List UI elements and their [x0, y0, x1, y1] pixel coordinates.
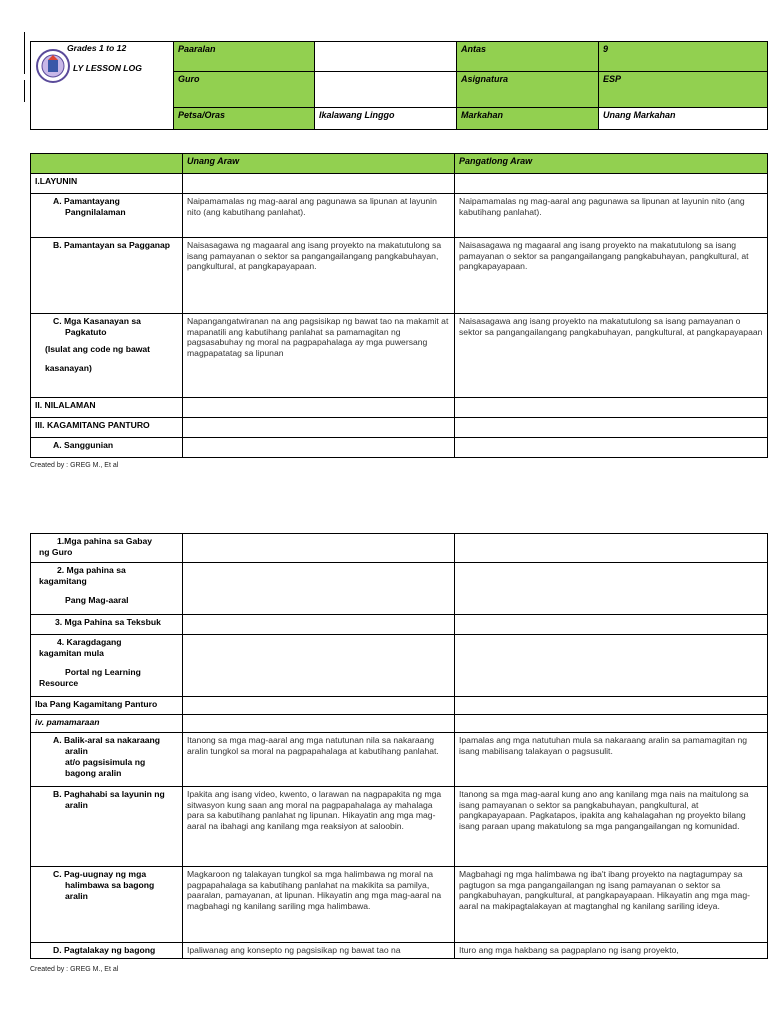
label-line: ng Guro	[39, 547, 73, 557]
antas-label: Antas	[457, 42, 599, 72]
label-line: Resource	[39, 678, 79, 688]
lesson-log-title: LY LESSON LOG	[73, 63, 142, 73]
paaralan-label: Paaralan	[174, 42, 315, 72]
footer-credit: Created by : GREG M., Et al	[30, 966, 119, 973]
label-line: kagamitang	[39, 576, 87, 586]
label-line: kasanayan)	[45, 363, 92, 373]
empty-cell	[183, 534, 455, 563]
section-layunin: I.LAYUNIN	[31, 174, 183, 194]
petsa-label: Petsa/Oras	[174, 108, 315, 130]
cell-text: Naisasagawa ng magaaral ang isang proyekto na makatutulong sa isang pamayanan o sektor sa pangangailangang pangkabuhayan, pangkultural, at pangkapayapaan.	[455, 238, 768, 314]
margin-mark	[24, 80, 25, 102]
cell-text: Magbahagi ng mga halimbawa ng iba't ibang proyekto na nagtagumpay sa pagtugon sa mga pangangailangan ng isang pamayanan o sektor sa pangkabuhayan, pangkultural, at pangkapayapaan. Hikayatin ang mga mag-aaral na makipagtalakayan at magtanghal ng kanilang sariling ideya.	[455, 867, 768, 943]
label-line: B. Paghahabi sa layunin ng	[53, 789, 165, 799]
empty-cell	[183, 697, 455, 715]
header-table	[30, 41, 768, 130]
row-label-pag-uugnay	[31, 867, 183, 943]
col-header-pangatlong-araw: Pangatlong Araw	[455, 154, 768, 174]
asignatura-value: ESP	[599, 72, 768, 108]
footer-credit: Created by : GREG M., Et al	[30, 462, 119, 469]
label-line: Pagkatuto	[65, 327, 107, 337]
label-line: aralin	[65, 746, 88, 756]
empty-cell	[183, 615, 455, 635]
markahan-value: Unang Markahan	[599, 108, 768, 130]
row-label-balik-aral	[31, 733, 183, 787]
label-line: 3. Mga Pahina sa Teksbuk	[55, 617, 161, 627]
deped-seal-icon	[36, 46, 70, 86]
empty-cell	[183, 635, 455, 697]
label-line: Pangnilalaman	[65, 207, 126, 217]
label-line: 4. Karagdagang	[57, 637, 122, 647]
paaralan-value	[315, 42, 457, 72]
cell-text: Ipakita ang isang video, kwento, o larawan na nagpapakita ng mga sitwasyon kung saan ang moral na pagpapahalaga ay mahalaga para sa kabutihang panlahat ng lipunan. Hikayatin ang mga mag-aaral na ibahagi ang kanilang mga reaksiyon at saloobin.	[183, 787, 455, 867]
label-line: Pang Mag-aaral	[65, 595, 129, 605]
empty-cell	[183, 715, 455, 733]
row-label-learning-resource	[31, 635, 183, 697]
label-line: at/o pagsisimula ng	[65, 757, 146, 767]
cell-text: Naipamamalas ng mag-aaral ang pagunawa sa lipunan at layunin nito (ang kabutihang panlahat).	[455, 194, 768, 238]
empty-cell	[183, 438, 455, 458]
empty-cell	[455, 635, 768, 697]
label-line: B. Pamantayan sa Pagganap	[53, 240, 171, 250]
section-pamamaraan: iv. pamamaraan	[31, 715, 183, 733]
label-line: aralin	[65, 800, 88, 810]
label-line: kagamitan mula	[39, 648, 104, 658]
guro-label: Guro	[174, 72, 315, 108]
label-line: C. Mga Kasanayan sa	[53, 316, 141, 326]
empty-cell	[455, 438, 768, 458]
label-line: halimbawa sa bagong	[65, 880, 155, 890]
row-label-paghahabi	[31, 787, 183, 867]
cell-text: Napangangatwiranan na ang pagsisikap ng bawat tao na makamit at mapanatili ang kabutihang panlahat sa pamamagitan ng pagsasabuhay ng moral na pagpapahalaga ay mga puwersang magpapatatag sa lipunan	[183, 314, 455, 398]
empty-cell	[455, 418, 768, 438]
label-line: D. Pagtalakay ng bagong	[53, 945, 156, 955]
empty-cell	[455, 715, 768, 733]
cell-text: Ipamalas ang mga natutuhan mula sa nakaraang aralin sa pamamagitan ng isang mabilisang talakayan o pagsusulit.	[455, 733, 768, 787]
lesson-table-2	[30, 533, 768, 959]
asignatura-label: Asignatura	[457, 72, 599, 108]
empty-cell	[183, 174, 455, 194]
section-kagamitang-panturo: III. KAGAMITANG PANTURO	[31, 418, 183, 438]
empty-cell	[455, 615, 768, 635]
antas-value: 9	[599, 42, 768, 72]
cell-text: Ituro ang mga hakbang sa pagpaplano ng isang proyekto,	[455, 943, 768, 959]
label-line: A. Balik-aral sa nakaraang	[53, 735, 160, 745]
grades-label: Grades 1 to 12	[67, 43, 127, 53]
empty-cell	[455, 174, 768, 194]
label-line: C. Pag-uugnay ng mga	[53, 869, 147, 879]
row-label-iba-pang-kagamitang: Iba Pang Kagamitang Panturo	[31, 697, 183, 715]
row-label-sanggunian	[31, 438, 183, 458]
empty-cell	[183, 563, 455, 615]
logo-cell	[31, 42, 174, 130]
cell-text: Itanong sa mga mag-aaral kung ano ang kanilang mga nais na maitulong sa isang pamayanan o sektor sa pangkabuhayan, pangkultural, at pangkapayapaan. Pagkatapos, ipakita ang kahalagahan ng proyekto bilang isang paraan upang makatulong sa mga pangangailangan ng komunidad.	[455, 787, 768, 867]
cell-text: Naisasagawa ng magaaral ang isang proyekto na makatutulong sa isang pamayanan o sektor sa pangangailangang pangkabuhayan, pangkultural, at pangkapayapaan.	[183, 238, 455, 314]
row-label-kasanayan-sa-pagkatuto	[31, 314, 183, 398]
label-line: Portal ng Learning	[65, 667, 141, 677]
cell-text: Naisasagawa ang isang proyekto na makatutulong sa isang pamayanan o sektor sa pangangailangang pangkabuhayan, pangkultural, at pangkapayapaan	[455, 314, 768, 398]
cell-text: Magkaroon ng talakayan tungkol sa mga halimbawa ng moral na pagpapahalaga sa kabutihang panlahat na makikita sa pamilya, paaralan, pamayanan, at lipunan. Hikayatin ang mga mag-aaral na magbahagi ng kanilang sariling mga halimbawa.	[183, 867, 455, 943]
section-nilalaman: II. NILALAMAN	[31, 398, 183, 418]
empty-cell	[455, 563, 768, 615]
margin-mark	[24, 32, 25, 74]
cell-text: Ipaliwanag ang konsepto ng pagsisikap ng bawat tao na	[183, 943, 455, 959]
row-label-teksbuk	[31, 615, 183, 635]
row-label-pamantayang-pangnilalaman	[31, 194, 183, 238]
label-line: A. Sanggunian	[53, 440, 114, 450]
empty-cell	[455, 534, 768, 563]
empty-cell	[183, 418, 455, 438]
label-line: bagong aralin	[65, 768, 122, 778]
cell-text: Itanong sa mga mag-aaral ang mga natutunan nila sa nakaraang aralin tungkol sa moral na pagpapahalaga at kabutihang panlahat.	[183, 733, 455, 787]
blank-header-cell	[31, 154, 183, 174]
row-label-gabay-ng-guro	[31, 534, 183, 563]
row-label-pamantayan-sa-pagganap	[31, 238, 183, 314]
label-line: A. Pamantayang	[53, 196, 120, 206]
row-label-pagtalakay	[31, 943, 183, 959]
label-line: (Isulat ang code ng bawat	[45, 344, 151, 354]
empty-cell	[455, 697, 768, 715]
empty-cell	[183, 398, 455, 418]
guro-value	[315, 72, 457, 108]
label-line: aralin	[65, 891, 88, 901]
col-header-unang-araw: Unang Araw	[183, 154, 455, 174]
empty-cell	[455, 398, 768, 418]
label-line: 1.Mga pahina sa Gabay	[57, 536, 153, 546]
cell-text: Naipamamalas ng mag-aaral ang pagunawa sa lipunan at layunin nito (ang kabutihang panlahat).	[183, 194, 455, 238]
label-line: 2. Mga pahina sa	[57, 565, 126, 575]
row-label-kagamitang-pang-mag-aaral	[31, 563, 183, 615]
lesson-table-1	[30, 153, 768, 458]
petsa-value: Ikalawang Linggo	[315, 108, 457, 130]
markahan-label: Markahan	[457, 108, 599, 130]
